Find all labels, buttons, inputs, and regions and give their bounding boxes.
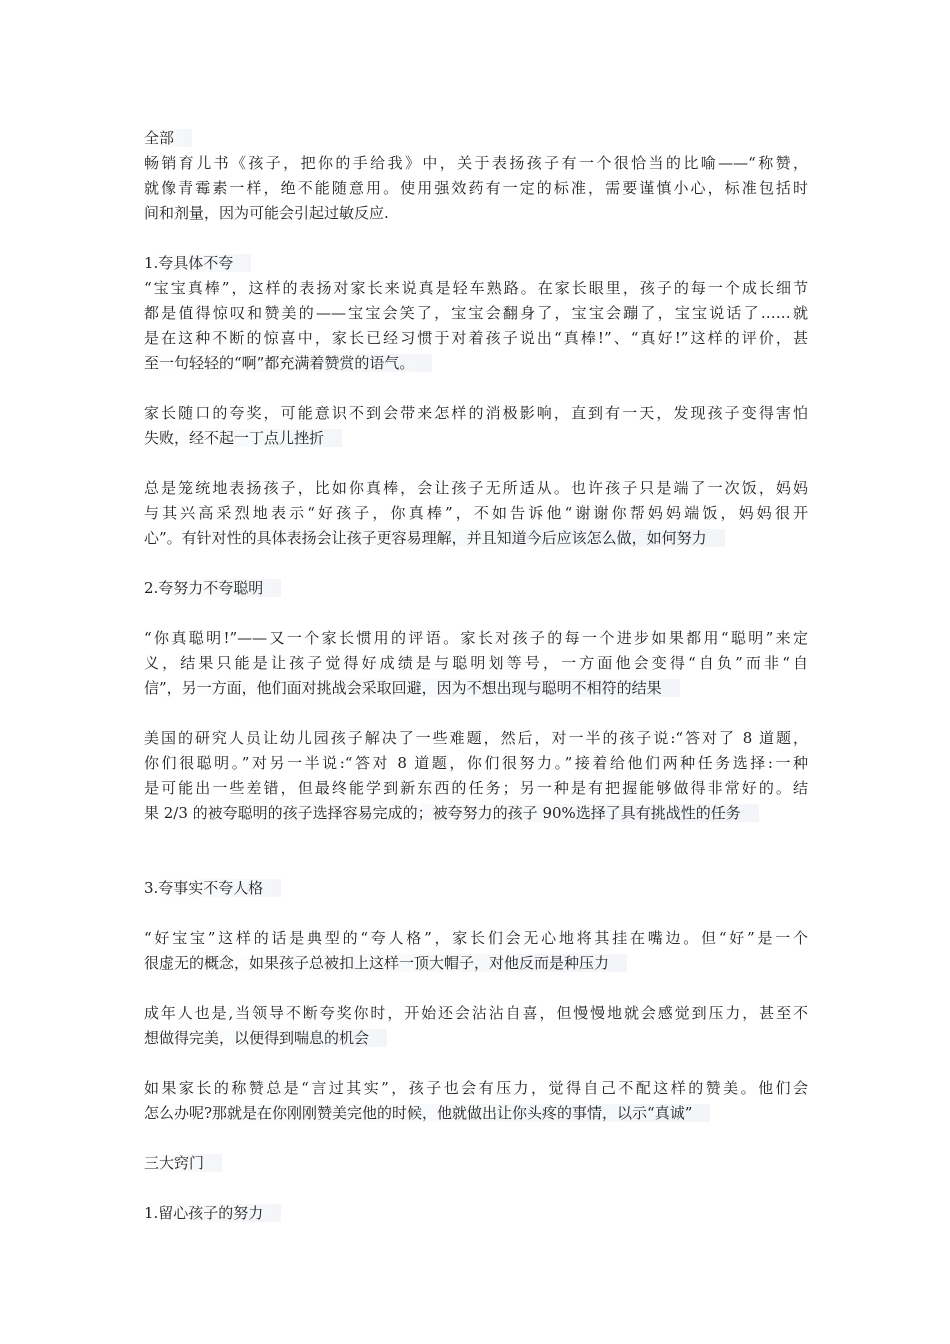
paragraph-line: 怎么办呢?那就是在你刚刚赞美完他的时候，他就做出让你头疼的事情，以示“真诚” xyxy=(144,1101,808,1126)
paragraph-line: 总是笼统地表扬孩子，比如你真棒，会让孩子无所适从。也许孩子只是端了一次饭，妈妈 xyxy=(144,479,808,497)
paragraph-line: 美国的研究人员让幼儿园孩子解决了一些难题，然后，对一半的孩子说:“答对了 8 道题， xyxy=(144,729,808,747)
section-2-title: 2.夸努力不夸聪明 xyxy=(144,576,808,601)
spacer xyxy=(144,1126,808,1151)
section-1-paragraph-3 xyxy=(144,476,808,551)
heading-all: 全部 xyxy=(144,126,808,151)
paragraph-line: 与其兴高采烈地表示“好孩子，你真棒”，不如告诉他“谢谢你帮妈妈端饭，妈妈很开 xyxy=(144,504,808,522)
paragraph-line: 至一句轻轻的“啊”都充满着赞赏的语气。 xyxy=(144,351,808,376)
spacer xyxy=(144,226,808,251)
paragraph-line: 很虚无的概念，如果孩子总被扣上这样一顶大帽子，对他反而是种压力 xyxy=(144,951,808,976)
paragraph-line: 畅销育儿书《孩子，把你的手给我》中，关于表扬孩子有一个很恰当的比喻——“称赞， xyxy=(144,154,808,172)
section-3-paragraph-2 xyxy=(144,1001,808,1051)
spacer xyxy=(144,376,808,401)
section-3-paragraph-1 xyxy=(144,926,808,976)
spacer xyxy=(144,601,808,626)
spacer xyxy=(144,451,808,476)
paragraph-line: 果 2/3 的被夸聪明的孩子选择容易完成的；被夸努力的孩子 90%选择了具有挑战性的任务 xyxy=(144,801,808,826)
paragraph-line: 想做得完美，以便得到喘息的机会 xyxy=(144,1026,808,1051)
tip-1-title: 1.留心孩子的努力 xyxy=(144,1201,808,1226)
section-1-paragraph-1 xyxy=(144,276,808,376)
spacer xyxy=(144,701,808,726)
paragraph-line: 家长随口的夸奖，可能意识不到会带来怎样的消极影响，直到有一天，发现孩子变得害怕 xyxy=(144,404,808,422)
paragraph-line: “好宝宝”这样的话是典型的“夸人格”，家长们会无心地将其挂在嘴边。但“好”是一个 xyxy=(144,929,808,947)
tips-heading: 三大窍门 xyxy=(144,1151,808,1176)
paragraph-line: 心”。有针对性的具体表扬会让孩子更容易理解，并且知道今后应该怎么做，如何努力 xyxy=(144,526,808,551)
spacer xyxy=(144,976,808,1001)
spacer xyxy=(144,1176,808,1201)
section-3-paragraph-3 xyxy=(144,1076,808,1126)
paragraph-line: 是可能出一些差错，但最终能学到新东西的任务；另一种是有把握能够做得非常好的。结 xyxy=(144,779,808,797)
paragraph-line: 间和剂量，因为可能会引起过敏反应. xyxy=(144,204,389,222)
intro-paragraph xyxy=(144,151,808,226)
spacer xyxy=(144,901,808,926)
spacer xyxy=(144,551,808,576)
paragraph-line: 都是值得惊叹和赞美的——宝宝会笑了，宝宝会翻身了，宝宝会蹦了，宝宝说话了……就 xyxy=(144,304,808,322)
paragraph-line: 失败，经不起一丁点儿挫折 xyxy=(144,426,808,451)
section-1-title: 1.夸具体不夸 xyxy=(144,251,808,276)
section-1-paragraph-2 xyxy=(144,401,808,451)
spacer xyxy=(144,826,808,876)
section-3-title: 3.夸事实不夸人格 xyxy=(144,876,808,901)
paragraph-line: 信”，另一方面，他们面对挑战会采取回避，因为不想出现与聪明不相符的结果 xyxy=(144,676,808,701)
section-2-paragraph-1 xyxy=(144,626,808,701)
paragraph-line: “你真聪明!”——又一个家长惯用的评语。家长对孩子的每一个进步如果都用“聪明”来定 xyxy=(144,629,808,647)
paragraph-line: 就像青霉素一样，绝不能随意用。使用强效药有一定的标准，需要谨慎小心，标准包括时 xyxy=(144,179,808,197)
paragraph-line: 义，结果只能是让孩子觉得好成绩是与聪明划等号，一方面他会变得“自负”而非“自 xyxy=(144,654,808,672)
section-2-paragraph-2 xyxy=(144,726,808,826)
paragraph-line: 是在这种不断的惊喜中，家长已经习惯于对着孩子说出“真棒!”、“真好!”这样的评价，甚 xyxy=(144,329,808,347)
paragraph-line: 你们很聪明。”对另一半说:“答对 8 道题，你们很努力。”接着给他们两种任务选择:一种 xyxy=(144,754,808,772)
document-body xyxy=(144,126,808,1226)
paragraph-line: 成年人也是,当领导不断夸奖你时，开始还会沾沾自喜，但慢慢地就会感觉到压力，甚至不 xyxy=(144,1004,808,1022)
paragraph-line: 如果家长的称赞总是“言过其实”，孩子也会有压力，觉得自己不配这样的赞美。他们会 xyxy=(144,1079,808,1097)
spacer xyxy=(144,1051,808,1076)
paragraph-line: “宝宝真棒”，这样的表扬对家长来说真是轻车熟路。在家长眼里，孩子的每一个成长细节 xyxy=(144,279,808,297)
